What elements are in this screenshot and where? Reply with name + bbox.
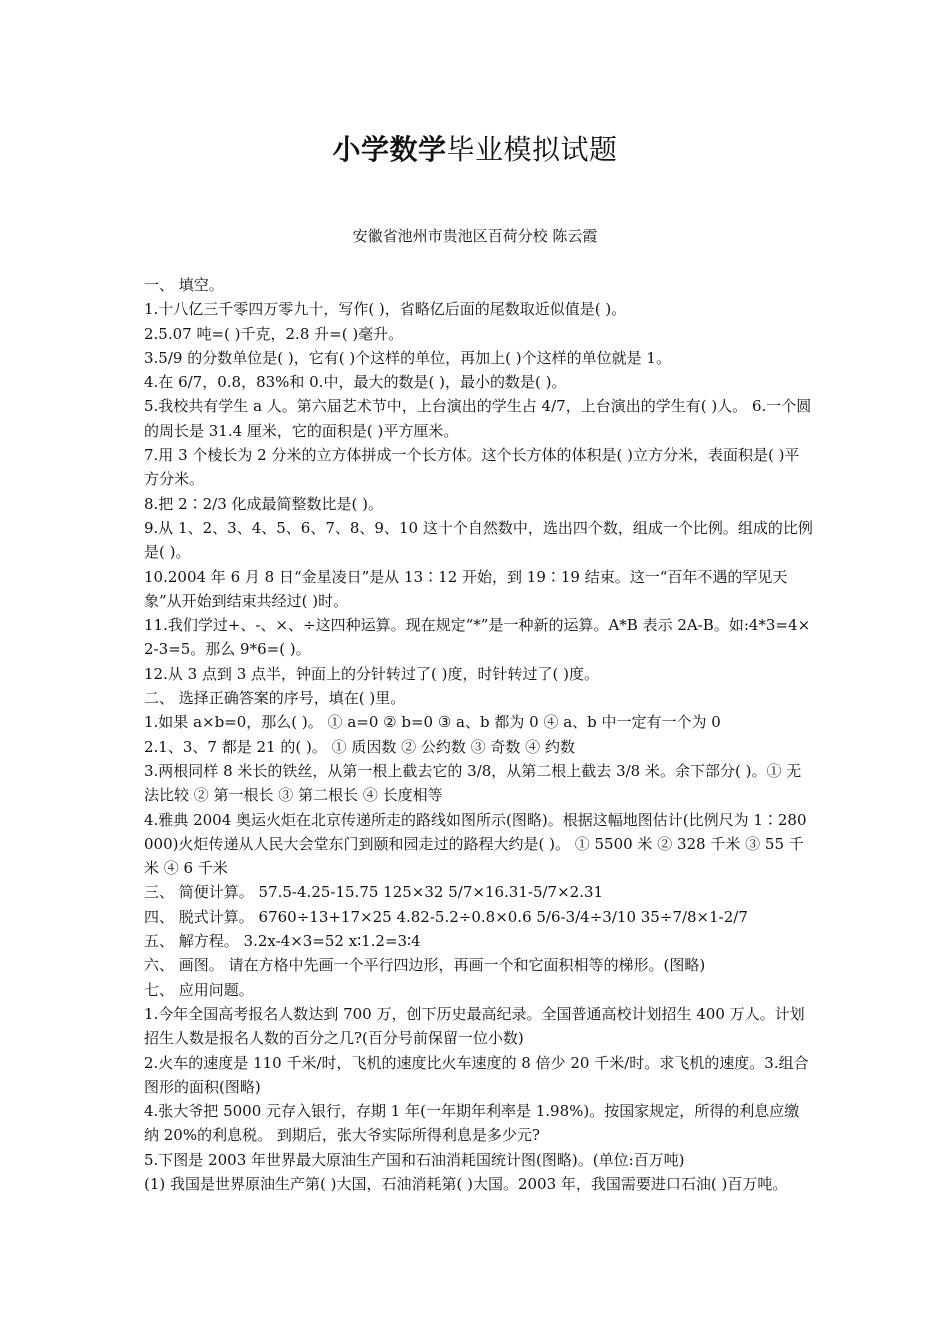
question-line: 3.5/9 的分数单位是( )，它有( )个这样的单位，再加上( )个这样的单位就是 1。 xyxy=(144,348,671,367)
section-heading: 六、 画图。 请在方格中先画一个平行四边形，再画一个和它面积相等的梯形。(图略) xyxy=(144,956,706,975)
question-line: 8.把 2∶2/3 化成最简整数比是( )。 xyxy=(144,494,384,513)
question-line: 2.火车的速度是 110 千米/时，飞机的速度比火车速度的 8 倍少 20 千米/时。求飞机的速度。3.组合图形的面积(图略) xyxy=(144,1053,809,1096)
page-title xyxy=(0,128,950,172)
question-line: 1.今年全国高考报名人数达到 700 万，创下历史最高纪录。全国普通高校计划招生 400 万人。计划招生人数是报名人数的百分之几?(百分号前保留一位小数) xyxy=(144,1004,805,1048)
title-bold-part: 小学数学 xyxy=(332,133,447,166)
question-line: 4.雅典 2004 奥运火炬在北京传递所走的路线如图所示(图略)。根据这幅地图估计(比例尺为 1∶280000)火炬传递从人民大会堂东门到颐和园走过的路程大约是( )。 ① 5500 米 ② 328 千米 ③ 55 千米 ④ 6 千米 xyxy=(144,810,807,878)
question-line: 3.两根同样 8 米长的铁丝，从第一根上截去它的 3/8，从第二根上截去 3/8 米。余下部分( )。① 无法比较 ② 第一根长 ③ 第二根长 ④ 长度相等 xyxy=(144,761,802,805)
question-line: 2.5.07 吨=( )千克，2.8 升=( )毫升。 xyxy=(144,324,404,343)
question-line: 7.用 3 个棱长为 2 分米的立方体拼成一个长方体。这个长方体的体积是( )立方分米，表面积是( )平方分米。 xyxy=(144,446,800,489)
question-line: 2.1、3、7 都是 21 的( )。 ① 质因数 ② 公约数 ③ 奇数 ④ 约数 xyxy=(144,737,575,756)
question-line: 5.下图是 2003 年世界最大原油生产国和石油消耗国统计图(图略)。(单位:百万吨) xyxy=(144,1150,685,1169)
question-line: 1.十八亿三千零四万零九十，写作( )，省略亿后面的尾数取近似值是( )。 xyxy=(144,300,627,319)
question-line: 9.从 1、2、3、4、5、6、7、8、9、10 这十个自然数中，选出四个数，组成一个比例。组成的比例是( )。 xyxy=(144,518,813,562)
question-line: 4.张大爷把 5000 元存入银行，存期 1 年(一年期年利率是 1.98%)。按国家规定，所得的利息应缴纳 20%的利息税。 到期后，张大爷实际所得利息是多少元? xyxy=(144,1102,800,1145)
section-heading: 一、 填空。 xyxy=(144,276,224,294)
section-heading: 五、 解方程。 3.2x-4×3=52 x∶1.2=3∶4 xyxy=(144,932,421,951)
question-line: 1.如果 a×b=0，那么( )。 ① a=0 ② b=0 ③ a、b 都为 0 ④ a、b 中一定有一个为 0 xyxy=(144,713,721,732)
author-line: 安徽省池州市贵池区百荷分校 陈云霞 xyxy=(352,227,598,245)
question-line: 4.在 6/7，0.8，83%和 0.中，最大的数是( )，最小的数是( )。 xyxy=(144,373,567,392)
section-heading: 七、 应用问题。 xyxy=(144,980,254,999)
title-rest-part: 毕业模拟试题 xyxy=(446,133,618,166)
section-heading: 二、 选择正确答案的序号，填在( )里。 xyxy=(144,689,406,708)
question-line: 10.2004 年 6 月 8 日“金星凌日”是从 13∶12 开始，到 19∶19 结束。这一“百年不遇的罕见天象”从开始到结束共经过( )时。 xyxy=(144,567,788,610)
question-line: (1) 我国是世界原油生产第( )大国，石油消耗第( )大国。2003 年，我国需要进口石油( )百万吨。 xyxy=(144,1174,788,1193)
question-line: 12.从 3 点到 3 点半，钟面上的分针转过了( )度，时针转过了( )度。 xyxy=(144,664,599,683)
document-body xyxy=(144,273,814,1196)
section-heading: 四、 脱式计算。 6760÷13+17×25 4.82-5.2÷0.8×0.6 5/6-3/4÷3/10 35÷7/8×1-2/7 xyxy=(144,907,748,926)
question-line: 5.我校共有学生 a 人。第六届艺术节中，上台演出的学生占 4/7，上台演出的学生有( )人。 6.一个圆的周长是 31.4 厘米，它的面积是( )平方厘米。 xyxy=(144,397,812,440)
question-line: 11.我们学过+、-、×、÷这四种运算。现在规定“*”是一种新的运算。A*B 表示 2A-B。如:4*3=4×2-3=5。那么 9*6=( )。 xyxy=(144,616,811,659)
section-heading: 三、 简便计算。 57.5-4.25-15.75 125×32 5/7×16.31-5/7×2.31 xyxy=(144,883,604,902)
